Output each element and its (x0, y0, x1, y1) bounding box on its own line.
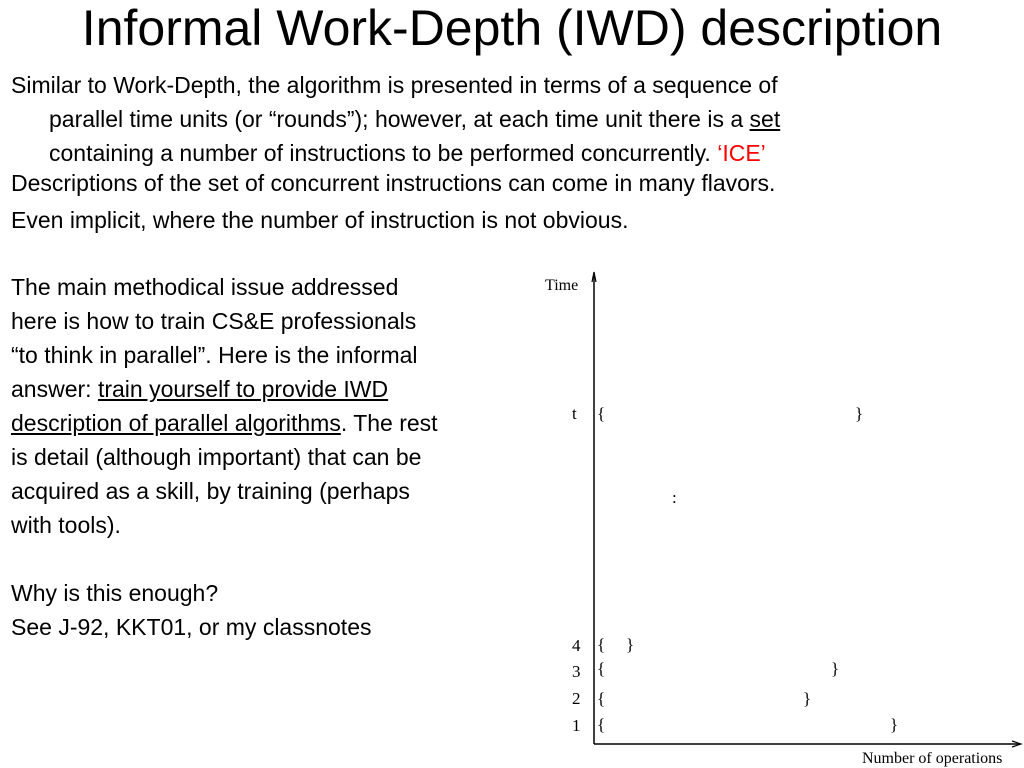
intro-line-3-text: containing a number of instructions to be performed concurrently. (49, 140, 718, 166)
left-line-7: acquired as a skill, by training (perhaps (11, 478, 410, 504)
answer-underlined-1: train yourself to provide IWD (97, 376, 389, 402)
left-line-6: is detail (although important) that can be (11, 444, 422, 470)
row-2-open-brace: { (597, 689, 606, 708)
row-label-2: 2 (572, 689, 581, 708)
why-question: Why is this enough? (11, 580, 219, 606)
y-axis-label: Time (545, 277, 579, 294)
page-title: Informal Work-Depth (IWD) description (81, 0, 943, 56)
references-line: See J-92, KKT01, or my classnotes (11, 614, 372, 640)
row-1-open-brace: { (597, 715, 606, 734)
x-axis-label: Number of operations (862, 750, 1003, 767)
row-4-close-brace: } (626, 635, 635, 654)
ice-keyword: ‘ICE’ (717, 140, 766, 166)
row-4-open-brace: { (597, 635, 606, 654)
row-t-open-brace: { (597, 404, 606, 423)
row-label-1: 1 (572, 716, 581, 735)
row-3-close-brace: } (831, 659, 840, 678)
intro-line-1: Similar to Work-Depth, the algorithm is presented in terms of a sequence of (11, 72, 778, 98)
rows-ellipsis: : (672, 488, 677, 507)
flavors-paragraph: Descriptions of the set of concurrent instructions can come in many flavors. (11, 170, 776, 196)
row-label-4: 4 (572, 636, 581, 655)
answer-underlined-2: description of parallel algorithms (11, 410, 341, 436)
answer-suffix: . The rest (340, 410, 438, 436)
intro-line-2-text: parallel time units (or “rounds”); however, at each time unit there is a (49, 106, 750, 132)
answer-prefix: answer: (11, 376, 98, 402)
row-t-close-brace: } (855, 404, 864, 423)
left-line-3: “to think in parallel”. Here is the informal (11, 342, 418, 368)
row-label-3: 3 (572, 662, 581, 681)
row-1-close-brace: } (890, 715, 899, 734)
row-2-close-brace: } (803, 689, 812, 708)
left-line-2: here is how to train CS&E professionals (11, 308, 417, 334)
implicit-paragraph: Even implicit, where the number of instruction is not obvious. (11, 207, 629, 233)
set-keyword: set (749, 106, 781, 132)
row-label-t: t (572, 404, 577, 423)
left-line-1: The main methodical issue addressed (11, 274, 399, 300)
left-line-8: with tools). (11, 512, 121, 538)
row-3-open-brace: { (597, 659, 606, 678)
